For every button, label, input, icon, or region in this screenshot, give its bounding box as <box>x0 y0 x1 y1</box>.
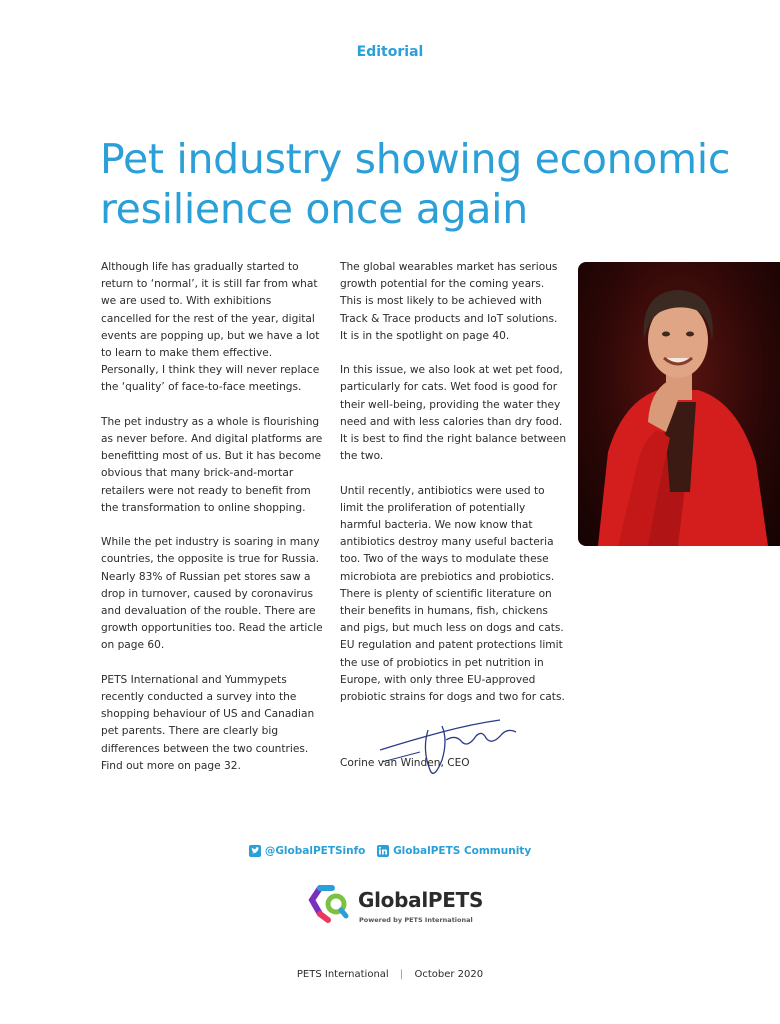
right-column <box>340 259 568 723</box>
linkedin-icon <box>377 845 389 857</box>
paragraph: PETS International and Yummypets recently conducted a survey into the shopping behaviour of US and Canadian pet parents. There are clearly big differences between the two countries. Find out more on page 32. <box>101 673 315 772</box>
globalpets-logo[interactable] <box>306 880 486 930</box>
logo-name: GlobalPETS <box>358 888 484 912</box>
paragraph: Although life has gradually started to return to ‘normal’, it is still far from what we are used to. With exhibitions cancelled for the rest of the year, digital events are popping up, but we have a lot to learn to make them effective. Personally, I think they will never replace the ‘quality’ of face-to-face meetings. <box>101 261 320 394</box>
paragraph: The pet industry as a whole is flourishing as never before. And digital platforms are benefitting most of us. But it has become obvious that many brick-and-mortar retailers were not ready to benefit from the transformation to online shopping. <box>101 415 323 514</box>
paragraph: While the pet industry is soaring in many countries, the opposite is true for Russia. Nearly 83% of Russian pet stores saw a drop in turnover, caused by coronavirus and devaluation of the rouble. There are growth opportunities too. Read the article on page 60. <box>101 536 323 652</box>
portrait-illustration <box>578 262 780 546</box>
paragraph: Until recently, antibiotics were used to limit the proliferation of potentially harmful bacteria. We now know that antibiotics destroy many useful bacteria too. Two of the ways to modulate these microbiota are prebiotics and probiotics. There is plenty of scientific literature on their benefits in humans, fish, chickens and pigs, but much less on dogs and cats. EU regulation and patent protections limit the use of probiotics in pet nutrition in Europe, with only three EU-approved probiotic strains for dogs and two for cats. <box>340 484 565 704</box>
linkedin-link[interactable] <box>377 845 531 857</box>
twitter-link[interactable] <box>249 845 366 857</box>
paragraph: The global wearables market has serious growth potential for the coming years. This is most likely to be achieved with Track & Trace products and IoT solutions. It is in the spotlight on page 40. <box>340 261 558 342</box>
footer-publication: PETS International <box>296 969 389 980</box>
headline <box>100 134 760 234</box>
paragraph: In this issue, we also look at wet pet food, particularly for cats. Wet food is good for their well-being, providing the water they need and with less calories than dry food. It is best to find the right balance between the two. <box>340 364 567 463</box>
section-label: Editorial <box>356 44 424 60</box>
social-links <box>0 845 780 860</box>
twitter-handle: @GlobalPETSinfo <box>264 845 366 857</box>
headline-line-2: resilience once again <box>100 185 528 233</box>
globalpets-logo-icon <box>306 880 354 928</box>
logo-tagline: Powered by PETS International <box>359 916 473 924</box>
page-footer <box>0 969 780 980</box>
footer-date: October 2020 <box>414 969 484 980</box>
twitter-icon <box>249 845 261 857</box>
linkedin-community: GlobalPETS Community <box>393 845 532 857</box>
headline-line-1: Pet industry showing economic <box>100 135 731 183</box>
footer-separator: | <box>399 969 404 980</box>
ceo-portrait-photo <box>578 262 780 546</box>
signature-name: Corine van Winden, CEO <box>340 757 470 769</box>
left-column <box>101 259 323 792</box>
